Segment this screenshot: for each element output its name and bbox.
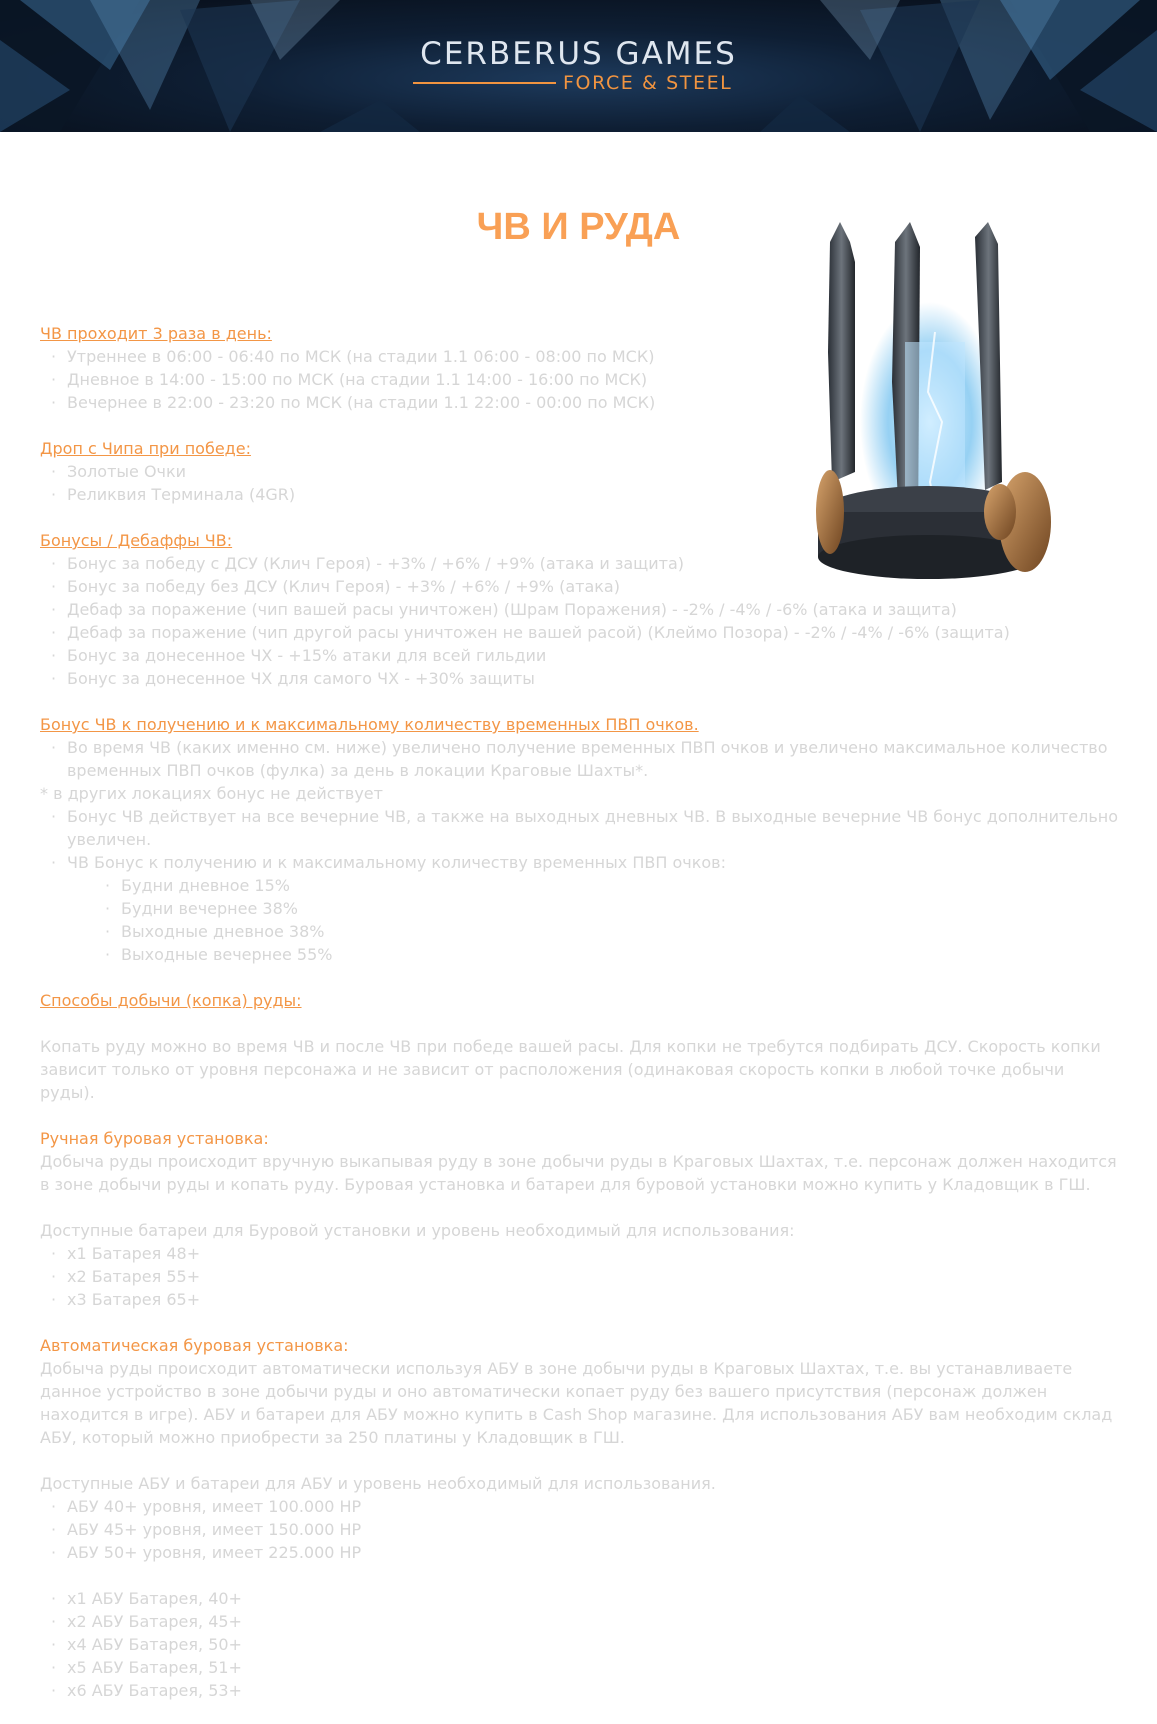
list-item: · Бонус за донесенное ЧХ - +15% атаки для всей гильдии <box>40 644 1120 667</box>
list-item: · x1 АБУ Батарея, 40+ <box>40 1587 1120 1610</box>
list-item: · x1 Батарея 48+ <box>40 1242 1120 1265</box>
pvp-list <box>40 736 1120 782</box>
section-heading-pvp: Бонус ЧВ к получению и к максимальному количеству временных ПВП очков. <box>40 715 699 734</box>
list-item: · Выходные вечернее 55% <box>40 943 1120 966</box>
auto-units-list <box>40 1495 1120 1564</box>
pvp-note: * в других локациях бонус не действует <box>40 784 383 803</box>
section-heading-bonuses: Бонусы / Дебаффы ЧВ: <box>40 531 233 550</box>
list-item: · АБУ 40+ уровня, имеет 100.000 HP <box>40 1495 1120 1518</box>
list-item: · Бонус ЧВ действует на все вечерние ЧВ, а также на выходных дневных ЧВ. В выходные вечерние ЧВ бонус дополнительно увеличен. <box>40 805 1120 851</box>
page-title: ЧВ И РУДА <box>476 206 681 248</box>
manual-batteries-intro: Доступные батареи для Буровой установки и уровень необходимый для использования: <box>40 1221 795 1240</box>
list-item: · x2 Батарея 55+ <box>40 1265 1120 1288</box>
auto-batteries-list <box>40 1587 1120 1702</box>
list-item: · АБУ 50+ уровня, имеет 225.000 HP <box>40 1541 1120 1564</box>
section-heading-schedule: ЧВ проходит 3 раза в день: <box>40 324 272 343</box>
logo-divider <box>413 82 556 84</box>
article-body <box>40 322 1120 1702</box>
logo[interactable] <box>0 0 1157 132</box>
mining-paragraph: Копать руду можно во время ЧВ и после ЧВ при победе вашей расы. Для копки не требутся подбирать ДСУ. Скорость копки зависит только от уровня персонажа и не зависит от расположения (одинаковая скорость копки в любой точке добычи руды). <box>40 1037 1101 1102</box>
header-banner <box>0 0 1157 132</box>
auto-paragraph: Добыча руды происходит автоматически используя АБУ в зоне добычи руды в Краговых Шахтах, т.е. вы устанавливаете данное устройство в зоне добычи руды и оно автоматически копает руду без вашего присутствия (персонаж должен находится в игре). АБУ и батареи для АБУ можно купить в Cash Shop магазине. Для использования АБУ вам необходим склад АБУ, который можно приобрести за 250 платины у Кладовщик в ГШ. <box>40 1359 1113 1447</box>
schedule-list <box>40 345 1120 414</box>
list-item: · АБУ 45+ уровня, имеет 150.000 HP <box>40 1518 1120 1541</box>
list-item: · Будни вечернее 38% <box>40 897 1120 920</box>
list-item: · Бонус за победу с ДСУ (Клич Героя) - +3% / +6% / +9% (атака и защита) <box>40 552 1120 575</box>
list-item: · Утреннее в 06:00 - 06:40 по МСК (на стадии 1.1 06:00 - 08:00 по МСК) <box>40 345 1120 368</box>
bonuses-list <box>40 552 1120 690</box>
list-item: · Золотые Очки <box>40 460 1120 483</box>
section-heading-mining: Способы добычи (копка) руды: <box>40 991 302 1010</box>
drop-list <box>40 460 1120 506</box>
list-item: · Дебаф за поражение (чип другой расы уничтожен не вашей расой) (Клеймо Позора) - -2% / -4% / -6% (защита) <box>40 621 1120 644</box>
section-heading-drop: Дроп с Чипа при победе: <box>40 439 251 458</box>
pvp-list-2 <box>40 805 1120 874</box>
section-heading-manual: Ручная буровая установка: <box>40 1129 269 1148</box>
section-heading-auto: Автоматическая буровая установка: <box>40 1336 349 1355</box>
list-item: · x6 АБУ Батарея, 53+ <box>40 1679 1120 1702</box>
logo-subtitle: FORCE & STEEL <box>563 72 733 94</box>
list-item: · x2 АБУ Батарея, 45+ <box>40 1610 1120 1633</box>
list-item: · Дневное в 14:00 - 15:00 по МСК (на стадии 1.1 14:00 - 16:00 по МСК) <box>40 368 1120 391</box>
list-item: · x5 АБУ Батарея, 51+ <box>40 1656 1120 1679</box>
list-item: · Во время ЧВ (каких именно см. ниже) увеличено получение временных ПВП очков и увеличено максимальное количество временных ПВП очков (фулка) за день в локации Краговые Шахты*. <box>40 736 1120 782</box>
logo-brand: CERBERUS GAMES <box>420 36 737 72</box>
list-item: · Бонус за донесенное ЧХ для самого ЧХ - +30% защиты <box>40 667 1120 690</box>
manual-batteries-list <box>40 1242 1120 1311</box>
list-item: · x4 АБУ Батарея, 50+ <box>40 1633 1120 1656</box>
list-item: · x3 Батарея 65+ <box>40 1288 1120 1311</box>
manual-paragraph: Добыча руды происходит вручную выкапывая руду в зоне добычи руды в Краговых Шахтах, т.е. персонаж должен находится в зоне добычи руды и копать руду. Буровая установка и батареи для буровой установки можно купить у Кладовщик в ГШ. <box>40 1152 1117 1194</box>
list-item: · Бонус за победу без ДСУ (Клич Героя) - +3% / +6% / +9% (атака) <box>40 575 1120 598</box>
list-item: · Реликвия Терминала (4GR) <box>40 483 1120 506</box>
list-item: · Дебаф за поражение (чип вашей расы уничтожен) (Шрам Поражения) - -2% / -4% / -6% (атака и защита) <box>40 598 1120 621</box>
list-item: · Выходные дневное 38% <box>40 920 1120 943</box>
list-item: · Вечернее в 22:00 - 23:20 по МСК (на стадии 1.1 22:00 - 00:00 по МСК) <box>40 391 1120 414</box>
list-item: · Будни дневное 15% <box>40 874 1120 897</box>
list-item: · ЧВ Бонус к получению и к максимальному количеству временных ПВП очков: <box>40 851 1120 874</box>
pvp-sublist <box>40 874 1120 966</box>
auto-intro: Доступные АБУ и батареи для АБУ и уровень необходимый для использования. <box>40 1474 716 1493</box>
